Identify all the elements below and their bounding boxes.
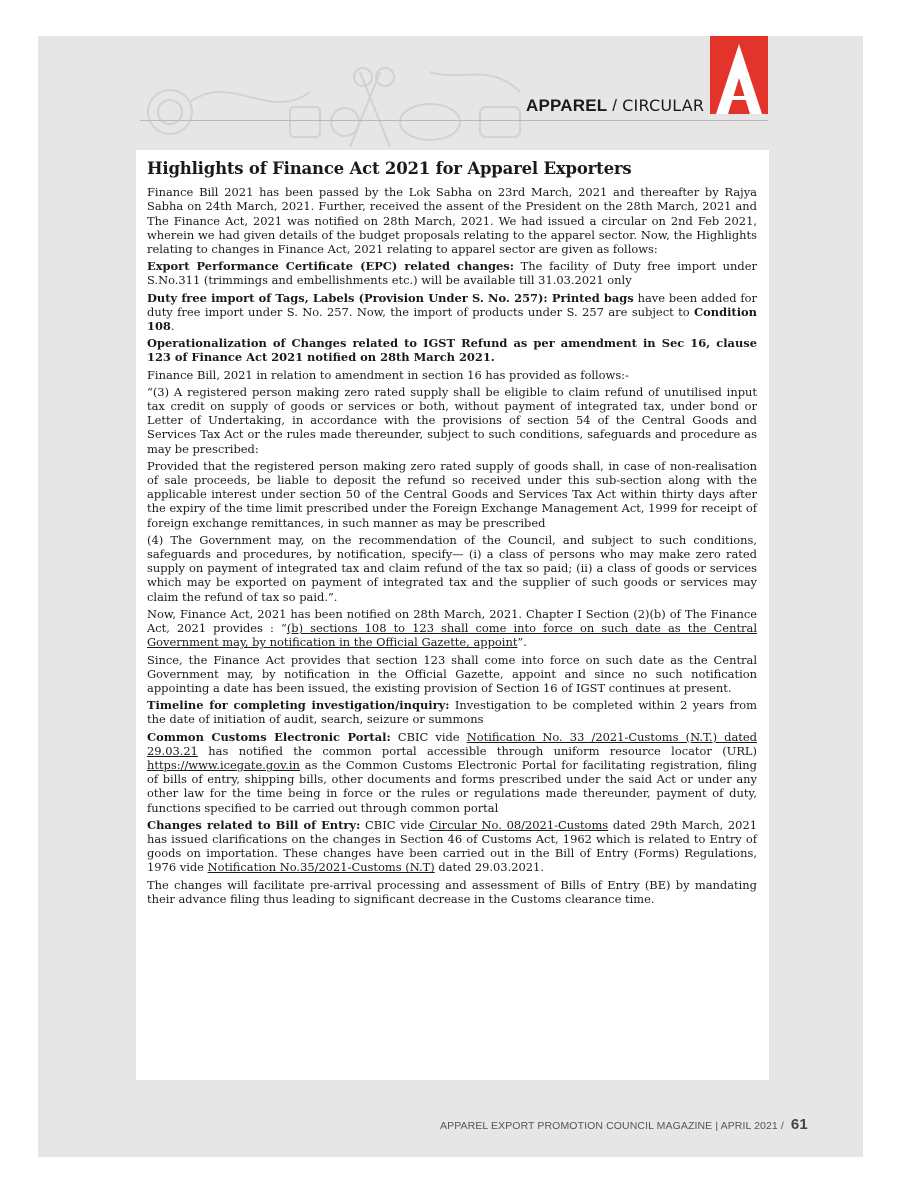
- brand-logo-icon: [710, 36, 768, 114]
- icegate-url-link[interactable]: https://www.icegate.gov.in: [147, 757, 300, 772]
- magazine-name: APPAREL EXPORT PROMOTION COUNCIL MAGAZINE: [440, 1120, 713, 1132]
- igst-intro: Finance Bill, 2021 in relation to amendment in section 16 has provided as follows:-: [147, 367, 629, 382]
- since-paragraph: Since, the Finance Act provides that section 123 shall come into force on such date as the Central Government may, by notification in the Official Gazette, appoint and since no such notification appointing a date has been issued, the existing provision of Section 16 of IGST continues at present.: [147, 652, 757, 695]
- article-panel: [136, 150, 769, 1080]
- notified-text: Now, Finance Act, 2021 has been notified on 28th March, 2021. Chapter I Section (2)(b) of The Finance Act, 2021 provides : “: [147, 606, 757, 636]
- issue-date: APRIL 2021: [720, 1120, 778, 1132]
- boe-paragraph: [147, 818, 757, 875]
- quote-paragraph-2: Provided that the registered person making zero rated supply of goods shall, in case of non-realisation of sale proceeds, be liable to deposit the refund so received under this sub-section along with the applicable interest under section 50 of the Central Goods and Services Tax Act within thirty days after the expiry of the time limit prescribed under the Foreign Exchange Management Act, 1999 for receipt of foreign exchange remittances, in such manner as may be prescribed: [147, 458, 757, 530]
- subsection-label: CIRCULAR: [622, 96, 705, 115]
- page-footer: [440, 1116, 808, 1133]
- footer-divider: |: [712, 1120, 721, 1132]
- boe-heading: Changes related to Bill of Entry:: [147, 817, 361, 832]
- notified-underlined: (b) sections 108 to 123 shall come into force on such date as the Central Government may, by notification in the Official Gazette, appoint: [147, 621, 757, 650]
- intro-paragraph: Finance Bill 2021 has been passed by the Lok Sabha on 23rd March, 2021 and thereafter by Rajya Sabha on 24th March, 2021. Further, received the assent of the President on the 28th March, 2021 and The Finance Act, 2021 was notified on 28th March, 2021. We had issued a circular on 2nd Feb 2021, wherein we had given details of the budget proposals relating to the apparel sector. Now, the Highlights relating to changes in Finance Act, 2021 relating to apparel sector are given as follows:: [147, 185, 757, 257]
- epc-heading: Export Performance Certificate (EPC) related changes:: [147, 259, 514, 274]
- sewing-tools-illustration: [130, 52, 550, 152]
- article-body: [147, 159, 758, 909]
- boe-text-mid: dated 29th March, 2021 has issued clarifications on the changes in Section 46 of Customs Act, 1962 which is related to Entry of goods on importation. These changes have been carried out in the Bill of Entry (Forms) Regulations, 1976 vide: [147, 817, 758, 875]
- quote-paragraph-1: “(3) A registered person making zero rated supply shall be eligible to claim refund of unutilised input tax credit on supply of goods or services or both, without payment of integrated tax, under bond or Letter of Undertaking, in accordance with the provisions of section 54 of the Central Goods and Services Tax Act or the rules made thereunder, subject to such conditions, safeguards and procedure as may be prescribed:: [147, 384, 757, 456]
- header-divider: [140, 120, 768, 121]
- portal-text-end: as the Common Customs Electronic Portal for facilitating registration, filing of bills of entry, shipping bills, other documents and forms prescribed under the said Act or under any other law for the time being in force or the rules or regulations made thereunder, payment of duty, functions specified to be carried out through common portal: [147, 757, 757, 815]
- epc-text: The facility of Duty free import under S.No.311 (trimmings and embellishments etc.) will be available till 31.03.2021 only: [147, 259, 757, 288]
- timeline-text: Investigation to be completed within 2 years from the date of initiation of audit, search, seizure or summons: [147, 698, 757, 727]
- timeline-heading: Timeline for completing investigation/inquiry:: [147, 698, 450, 713]
- igst-heading: Operationalization of Changes related to IGST Refund as per amendment in Sec 16, clause 123 of Finance Act 2021 notified on 28th March 2021.: [147, 336, 757, 365]
- boe-circular-link[interactable]: Circular No. 08/2021-Customs: [429, 817, 609, 832]
- notified-paragraph: [147, 607, 757, 650]
- section-label: APPAREL: [526, 96, 608, 115]
- portal-paragraph: [147, 730, 757, 815]
- notified-text-end: ”.: [517, 635, 527, 650]
- boe-text: CBIC vide: [360, 817, 430, 832]
- tags-text-end: .: [170, 319, 175, 334]
- section-separator: /: [607, 96, 623, 115]
- page-number: 61: [790, 1116, 808, 1133]
- article-title: Highlights of Finance Act 2021 for Apparel Exporters: [147, 159, 632, 178]
- quote-paragraph-3: (4) The Government may, on the recommendation of the Council, and subject to such conditions, safeguards and procedures, by notification, specify— (i) a class of persons who may make zero rated supply on payment of integrated tax and claim refund of the tax so paid; (ii) a class of goods or services which may be exported on payment of integrated tax and the supplier of such goods or services may claim the refund of tax so paid.”.: [147, 532, 757, 604]
- boe-notification-link[interactable]: Notification No.35/2021-Customs (N.T): [207, 860, 435, 875]
- tags-condition: Condition 108: [147, 304, 757, 334]
- timeline-paragraph: [147, 698, 757, 726]
- portal-notification-link[interactable]: Notification No. 33 /2021-Customs (N.T.) dated 29.03.21: [147, 729, 757, 758]
- section-header: [526, 96, 704, 116]
- tags-heading: Duty free import of Tags, Labels (Provision Under S. No. 257): Printed bags: [147, 290, 634, 305]
- portal-heading: Common Customs Electronic Portal:: [147, 729, 391, 744]
- portal-text: CBIC vide: [390, 729, 467, 744]
- tags-paragraph: [147, 291, 757, 334]
- boe-text-end: dated 29.03.2021.: [434, 860, 544, 875]
- closing-paragraph: The changes will facilitate pre-arrival processing and assessment of Bills of Entry (BE) by mandating their advance filing thus leading to significant decrease in the Customs clearance time.: [147, 877, 757, 906]
- page-slash: /: [777, 1120, 787, 1132]
- epc-paragraph: [147, 259, 757, 287]
- portal-text-mid: has notified the common portal accessible through uniform resource locator (URL): [197, 743, 757, 758]
- tags-text: have been added for duty free import under S. No. 257. Now, the import of products under S. 257 are subject to: [147, 290, 757, 319]
